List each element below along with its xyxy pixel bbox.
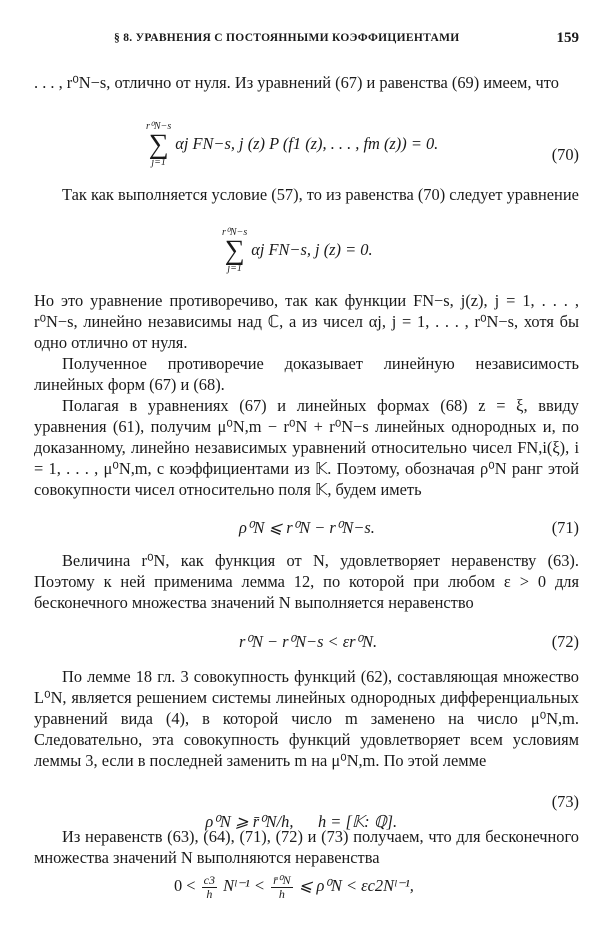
equation-final-rhs: ⩽ ρ⁰N < εc2Nˡ⁻¹, [298,875,414,895]
sum-sign [146,122,171,168]
equation-72-body: r⁰N − r⁰N−s < εr⁰N. [239,632,378,651]
page-number: 159 [556,30,579,46]
equation-70-number: (70) [551,145,579,164]
equation-70 [146,122,438,168]
equation-73-number: (73) [551,792,579,811]
fraction-numerator: r̄⁰N [273,873,291,887]
paragraph-7: По лемме 18 гл. 3 совокупность функций (62), составляющая множество L⁰N, является решением системы линейных однородных дифференциальных уравнений вида (4), в которой число m заменено на число μ⁰N,m. Следовательно, эта совокупность функций удовлетворяет всем условиям леммы 3, если в последней заменить m на μ⁰N,m. По этой лемме [34,667,579,770]
fraction-denominator: h [278,886,285,901]
paragraph-3: Но это уравнение противоречиво, так как функции FN−s, j(z), j = 1, . . . , r⁰N−s, линейно независимы над ℂ, а из чисел αj, j = 1, . . . , r⁰N−s, хотя бы одно отлично от нуля. [34,291,579,352]
fraction-c3-over-h [202,874,217,900]
paragraph-4: Полученное противоречие доказывает линейную независимость линейных форм (67) и (68). [34,354,579,394]
paragraph-1: . . . , r⁰N−s, отлично от нуля. Из уравнений (67) и равенства (69) имеем, что [34,73,559,92]
paragraph-2: Так как выполняется условие (57), то из равенства (70) следует уравнение [62,185,579,204]
equation-73-body: ρ⁰N ⩾ r̄⁰N/h, h = [𝕂: ℚ]. [205,812,398,831]
sum-lower-limit: j=1 [151,157,166,168]
sigma-symbol: ∑ [224,235,245,266]
fraction-denominator: h [206,886,213,901]
equation-unnumbered-1-body: αj FN−s, j (z) = 0. [251,239,373,259]
fraction-numerator: c3 [203,873,215,887]
running-head: § 8. УРАВНЕНИЯ С ПОСТОЯННЫМИ КОЭФФИЦИЕНТАМИ [114,32,460,44]
equation-unnumbered-1 [222,228,373,274]
sum-upper-limit: r⁰N−s [146,121,172,132]
paragraph-5: Полагая в уравнениях (67) и линейных формах (68) z = ξ, ввиду уравнения (61), получим μ⁰N,m − r⁰N + r⁰N−s линейных однородных и, по доказанному, линейно независимых уравнений относительно чисел FN,i(ξ), i = 1, . . . , μ⁰N,m, с коэффициентами из 𝕂. Поэтому, обозначая ρ⁰N ранг этой совокупности чисел относительно поля 𝕂, будем иметь [34,396,579,499]
equation-71-body: ρ⁰N ⩽ r⁰N − r⁰N−s. [239,518,375,537]
paragraph-8: Из неравенств (63), (64), (71), (72) и (73) получаем, что для бесконечного множества значений N выполняются неравенства [34,827,579,867]
equation-72-number: (72) [551,632,579,651]
equation-72 [239,632,377,652]
equation-final-lhs: 0 < [174,875,196,895]
equation-final [174,874,414,900]
page-header [34,30,579,50]
fraction-r-over-h [271,874,292,900]
paragraph-6: Величина r⁰N, как функция от N, удовлетворяет неравенству (63). Поэтому к ней применима лемма 12, по которой при любом ε > 0 для бесконечного множества значений N выполняется неравенство [34,551,579,612]
equation-70-body: αj FN−s, j (z) P (f1 (z), . . . , fm (z)) = 0. [175,133,439,153]
sum-sign [222,228,247,274]
sigma-symbol: ∑ [148,129,169,160]
sum-upper-limit: r⁰N−s [222,227,248,238]
equation-71-number: (71) [551,518,579,537]
equation-71 [239,518,375,538]
sum-lower-limit: j=1 [227,263,242,274]
equation-final-middle: Nˡ⁻¹ < [223,875,265,895]
